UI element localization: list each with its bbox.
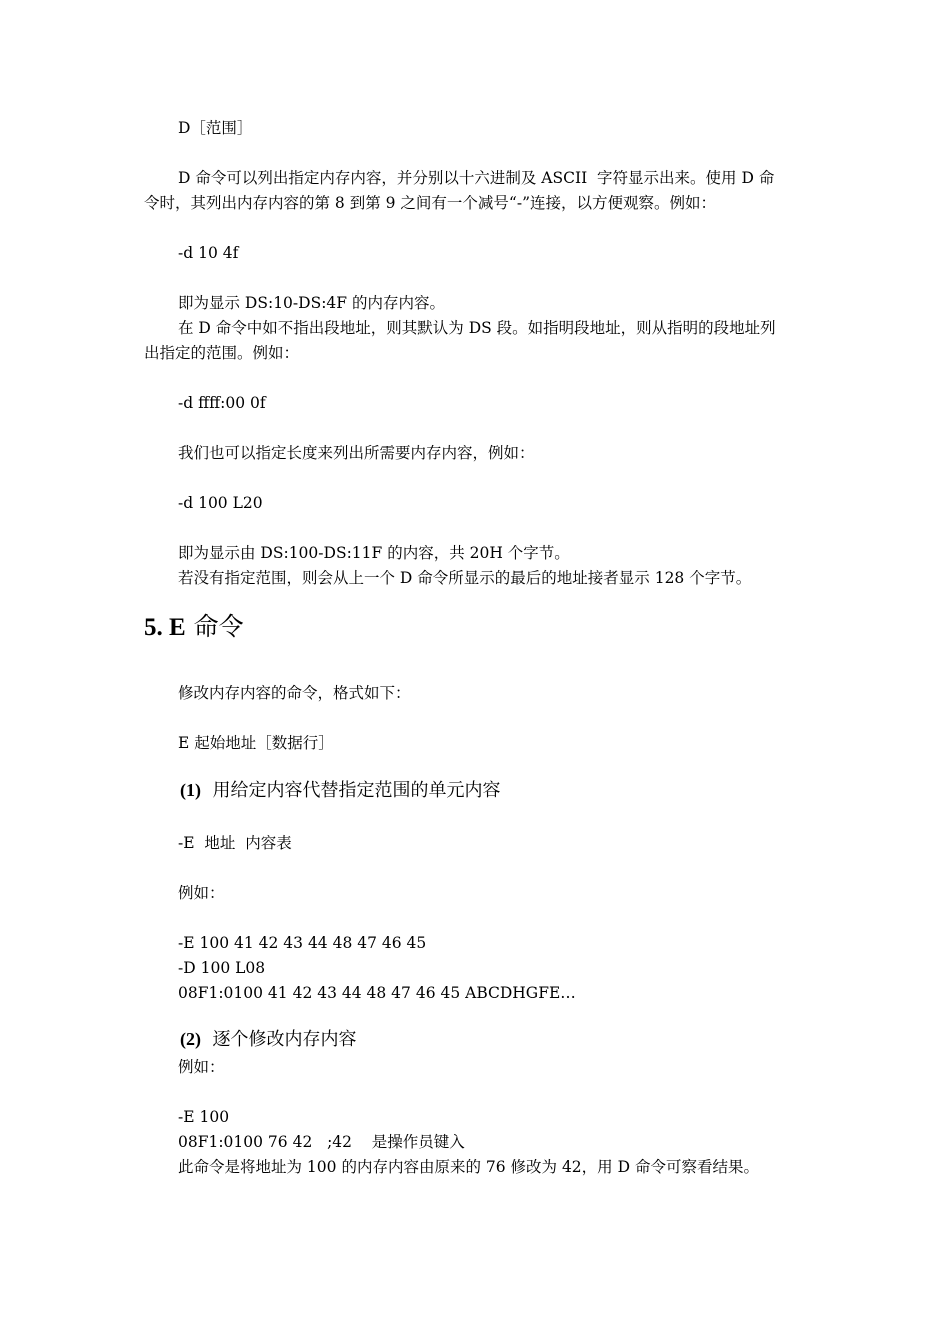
subsection-1-heading [180,778,500,803]
section-heading-e-command [144,612,244,643]
d-default-range-note: 若没有指定范围，则会从上一个 D 命令所显示的最后的地址接者显示 128 个字节。 [178,569,752,587]
e-command-intro: 修改内存内容的命令，格式如下： [178,684,411,702]
example-label-1: 例如： [178,884,225,902]
e-example-explanation: 此命令是将地址为 100 的内存内容由原来的 76 修改为 42，用 D 命令可察看结果。 [178,1158,759,1176]
d-example-1-explanation: 即为显示 DS:10-DS:4F 的内存内容。 [178,294,445,312]
subsection-2-heading [180,1027,356,1052]
example-label-2: 例如： [178,1058,225,1076]
code-line: -E 100 41 42 43 44 48 47 46 45 [178,934,427,952]
d-length-note: 我们也可以指定长度来列出所需要内存内容，例如： [178,444,535,462]
d-segment-note-line1: 在 D 命令中如不指出段地址，则其默认为 DS 段。如指明段地址，则从指明的段地址列 [178,319,776,337]
d-command-description-line2: 令时，其列出内存内容的第 8 到第 9 之间有一个减号“-”连接，以方便观察。例如： [144,194,717,212]
subsection-2-number: (2) [180,1029,201,1049]
subsection-1-number: (1) [180,780,201,800]
code-line: -D 100 L08 [178,959,266,977]
e-command-syntax: E 起始地址［数据行］ [178,734,334,752]
code-line: 08F1:0100 76 42 ;42 是操作员键入 [178,1133,465,1151]
d-command-description-line1: D 命令可以列出指定内存内容，并分别以十六进制及 ASCII 字符显示出来。使用 D 命 [178,169,775,187]
d-example-1: -d 10 4f [178,244,239,262]
d-command-syntax: D［范围］ [178,119,253,137]
code-line: 08F1:0100 41 42 43 44 48 47 46 45 ABCDHGFE… [178,984,576,1002]
section-title: 命令 [185,612,244,641]
e-usage: -E 地址 内容表 [178,834,292,852]
d-example-3: -d 100 L20 [178,494,263,512]
section-number: 5. E [144,614,186,641]
d-example-3-explanation: 即为显示由 DS:100-DS:11F 的内容，共 20H 个字节。 [178,544,570,562]
code-line: -E 100 [178,1108,230,1126]
subsection-2-title: 逐个修改内存内容 [201,1029,357,1050]
d-example-2: -d ffff:00 0f [178,394,266,412]
d-segment-note-line2: 出指定的范围。例如： [144,344,300,362]
subsection-1-title: 用给定内容代替指定范围的单元内容 [201,780,501,801]
